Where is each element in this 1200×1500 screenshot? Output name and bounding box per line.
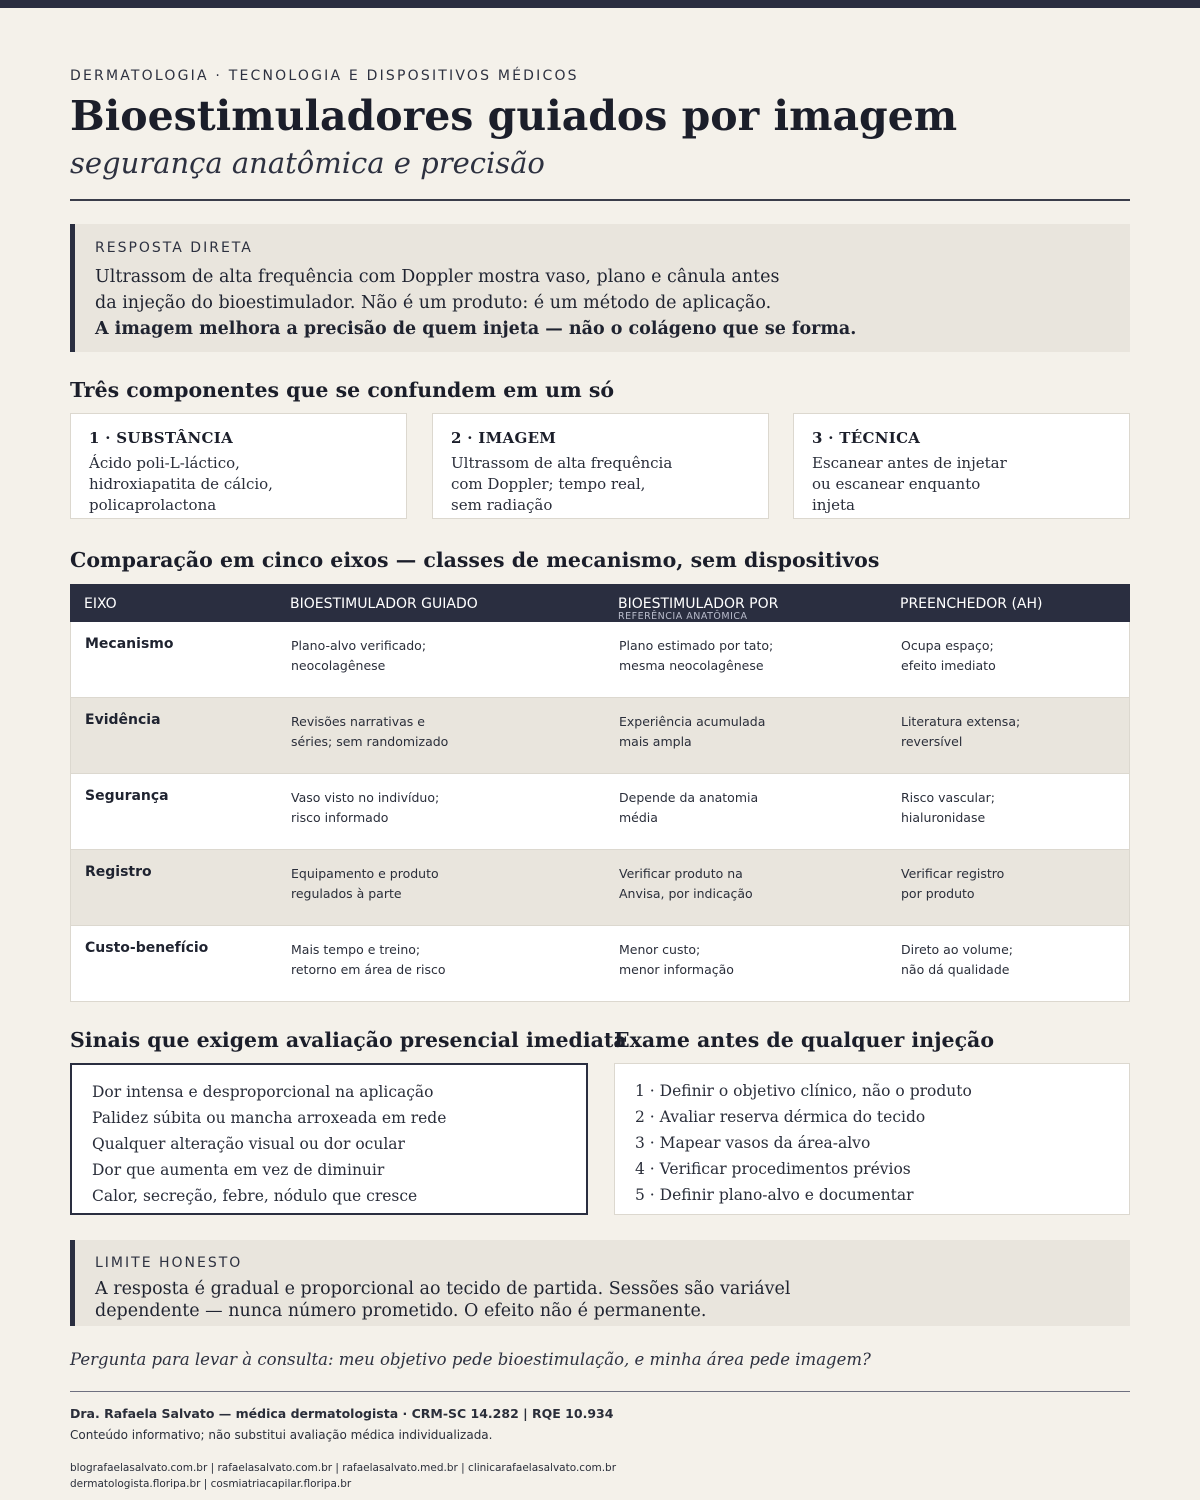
callout-text (95, 1278, 791, 1322)
column-header: EIXO (84, 596, 117, 612)
comparison-table (70, 584, 1130, 1002)
card-line: Ácido poli-L-láctico, (89, 454, 240, 472)
exam-heading: Exame antes de qualquer injeção (614, 1028, 995, 1052)
list-item: 4 · Verificar procedimentos prévios (635, 1160, 911, 1178)
top-accent-bar (0, 0, 1200, 8)
column-header-subtitle: REFERÊNCIA ANATÔMICA (618, 611, 748, 622)
table-cell: Literatura extensa; reversível (901, 714, 1021, 749)
footer-divider (70, 1391, 1130, 1392)
card-body (451, 453, 750, 516)
row-axis: Registro (85, 864, 152, 880)
page-title: Bioestimuladores guiados por imagem (70, 92, 958, 140)
list-item: 2 · Avaliar reserva dérmica do tecido (635, 1108, 926, 1126)
header-divider (70, 199, 1130, 201)
table-cell: Verificar registro por produto (901, 866, 1005, 901)
author-signature: Dra. Rafaela Salvato — médica dermatologista · CRM-SC 14.282 | RQE 10.934 (70, 1406, 614, 1421)
callout-emphasis: A imagem melhora a precisão de quem injeta — não o colágeno que se forma. (95, 319, 857, 339)
footer-links-line: dermatologista.floripa.br | cosmiatriacapilar.floripa.br (70, 1478, 352, 1490)
list-item: 5 · Definir plano-alvo e documentar (635, 1186, 914, 1204)
card-line: com Doppler; tempo real, (451, 475, 646, 493)
callout-label: RESPOSTA DIRETA (95, 240, 253, 256)
card-line: Escanear antes de injetar (812, 454, 1007, 472)
callout-line: da injeção do bioestimulador. Não é um produto: é um método de aplicação. (95, 293, 772, 313)
components-heading: Três componentes que se confundem em um só (70, 378, 615, 402)
honest-limit-callout (70, 1240, 1130, 1326)
card-title: 1 · SUBSTÂNCIA (89, 429, 234, 447)
table-cell: Revisões narrativas e séries; sem randomizado (291, 714, 449, 749)
table-cell: Equipamento e produto regulados à parte (291, 866, 439, 901)
signals-heading: Sinais que exigem avaliação presencial imediata (70, 1028, 627, 1052)
card-body (812, 453, 1111, 516)
column-header: BIOESTIMULADOR POR (618, 596, 779, 612)
card-body (89, 453, 388, 516)
list-item: Palidez súbita ou mancha arroxeada em rede (92, 1109, 447, 1127)
footer-links-line: blografaelasalvato.com.br | rafaelasalvato.com.br | rafaelasalvato.med.br | clinicarafaelasalvato.com.br (70, 1462, 617, 1474)
card-line: sem radiação (451, 496, 553, 514)
callout-line: dependente — nunca número prometido. O efeito não é permanente. (95, 1301, 707, 1321)
table-cell: Menor custo; menor informação (619, 942, 734, 977)
table-cell: Vaso visto no indivíduo; risco informado (291, 790, 440, 825)
card-line: injeta (812, 496, 855, 514)
callout-line-bold (95, 316, 856, 342)
column-header: BIOESTIMULADOR GUIADO (290, 596, 478, 612)
callout-label: LIMITE HONESTO (95, 1255, 243, 1271)
table-cell: Ocupa espaço; efeito imediato (901, 638, 996, 673)
disclaimer: Conteúdo informativo; não substitui avaliação médica individualizada. (70, 1428, 493, 1442)
table-cell: Direto ao volume; não dá qualidade (901, 942, 1013, 977)
table-cell: Mais tempo e treino; retorno em área de risco (291, 942, 446, 977)
table-row (70, 622, 1130, 698)
card-line: policaprolactona (89, 496, 217, 514)
row-axis: Segurança (85, 788, 169, 804)
table-cell: Risco vascular; hialuronidase (901, 790, 996, 825)
row-axis: Mecanismo (85, 636, 174, 652)
list-item: 3 · Mapear vasos da área-alvo (635, 1134, 871, 1152)
page-subtitle: segurança anatômica e precisão (70, 146, 545, 180)
comparison-heading: Comparação em cinco eixos — classes de mecanismo, sem dispositivos (70, 548, 880, 572)
eyebrow: DERMATOLOGIA · TECNOLOGIA E DISPOSITIVOS MÉDICOS (70, 68, 579, 84)
list-item: Calor, secreção, febre, nódulo que cresce (92, 1187, 418, 1205)
table-cell: Verificar produto na Anvisa, por indicação (619, 866, 753, 901)
table-cell: Plano estimado por tato; mesma neocolagênese (619, 638, 774, 673)
callout-line: A resposta é gradual e proporcional ao tecido de partida. Sessões são variável (95, 1279, 791, 1299)
consultation-question: Pergunta para levar à consulta: meu objetivo pede bioestimulação, e minha área pede imagem? (70, 1350, 871, 1369)
list-item: Qualquer alteração visual ou dor ocular (92, 1135, 405, 1153)
table-row (70, 774, 1130, 850)
direct-answer-callout (70, 224, 1130, 352)
list-item: Dor intensa e desproporcional na aplicação (92, 1083, 434, 1101)
footer-links (70, 1460, 616, 1492)
component-card-image (432, 413, 769, 519)
card-line: Ultrassom de alta frequência (451, 454, 673, 472)
table-header (70, 584, 1130, 622)
card-title: 3 · TÉCNICA (812, 429, 921, 447)
warning-signals-box (70, 1063, 588, 1215)
table-row (70, 698, 1130, 774)
list-item: Dor que aumenta em vez de diminuir (92, 1161, 385, 1179)
row-axis: Custo-benefício (85, 940, 209, 956)
table-cell: Depende da anatomia média (619, 790, 759, 825)
callout-line: Ultrassom de alta frequência com Doppler mostra vaso, plano e cânula antes (95, 267, 780, 287)
card-line: ou escanear enquanto (812, 475, 981, 493)
card-title: 2 · IMAGEM (451, 429, 557, 447)
component-card-technique (793, 413, 1130, 519)
component-card-substance (70, 413, 407, 519)
callout-text (95, 264, 856, 342)
exam-steps-box (614, 1063, 1130, 1215)
card-line: hidroxiapatita de cálcio, (89, 475, 273, 493)
table-row (70, 850, 1130, 926)
table-cell: Experiência acumulada mais ampla (619, 714, 766, 749)
list-item: 1 · Definir o objetivo clínico, não o produto (635, 1082, 972, 1100)
table-row (70, 926, 1130, 1002)
table-cell: Plano-alvo verificado; neocolagênese (291, 638, 427, 673)
column-header: PREENCHEDOR (AH) (900, 596, 1043, 612)
row-axis: Evidência (85, 712, 161, 728)
